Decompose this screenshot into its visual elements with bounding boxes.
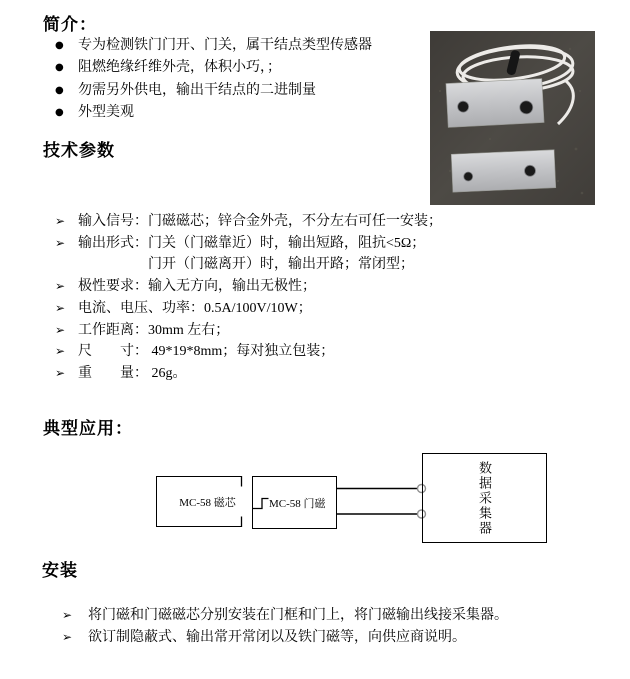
intro-bullet-text: 阻燃绝缘纤维外壳，体积小巧，； [78, 60, 281, 76]
data-collector-label: 数据采集器 [477, 460, 492, 536]
diagram-box-magnet-core [156, 476, 242, 527]
disc-bullet-icon: ● [55, 107, 64, 119]
application-section-title: 典型应用： [43, 419, 133, 438]
tech-item-text: 工作距离：30mm 左右； [78, 322, 230, 338]
install-item-text: 欲订制隐蔽式、输出常开常闭以及铁门磁等，向供应商说明。 [88, 629, 466, 645]
list-item [55, 341, 442, 363]
list-item [55, 276, 442, 298]
tech-item-text: 输入信号：门磁磁芯；锌合金外壳，不分左右可任一安装； [78, 214, 442, 229]
list-item [55, 298, 442, 320]
tech-item-text: 重 量： 26g。 [78, 365, 187, 381]
arrowhead-bullet-icon: ➢ [62, 629, 73, 644]
arrowhead-bullet-icon: ➢ [55, 344, 66, 359]
diagram-box-data-collector [422, 453, 547, 543]
application-diagram [0, 445, 630, 555]
intro-section-title: 简介： [43, 15, 97, 34]
door-magnet-label: MC-58 门磁 [269, 497, 326, 510]
list-item [55, 233, 442, 276]
tech-item-text: 极性要求：输入无方向，输出无极性； [78, 279, 316, 295]
arrowhead-bullet-icon: ➢ [55, 322, 66, 337]
list-item [55, 211, 442, 233]
tech-params-list [55, 211, 442, 385]
list-item [55, 80, 372, 102]
intro-bullet-text: 外型美观 [78, 105, 134, 121]
disc-bullet-icon: ● [55, 62, 64, 74]
tech-item-text: 输出形式：门关（门磁靠近）时，输出短路，阻抗<5Ω； [78, 235, 426, 251]
tech-item-text: 电流、电压、功率：0.5A/100V/10W； [78, 300, 312, 316]
diagram-box-door-magnet [252, 476, 337, 529]
list-item [55, 57, 372, 79]
install-section-title: 安装 [42, 561, 78, 580]
install-item-text: 将门磁和门磁磁芯分别安装在门框和门上，将门磁输出线接采集器。 [88, 608, 508, 623]
disc-bullet-icon: ● [55, 84, 64, 96]
arrowhead-bullet-icon: ➢ [55, 279, 66, 294]
disc-bullet-icon: ● [55, 40, 64, 51]
product-photo-graphic [430, 31, 595, 205]
arrowhead-bullet-icon: ➢ [55, 235, 66, 250]
arrowhead-bullet-icon: ➢ [62, 608, 73, 622]
intro-bullet-list [55, 35, 372, 125]
install-list [62, 605, 508, 648]
list-item [55, 320, 442, 342]
arrowhead-bullet-icon: ➢ [55, 300, 66, 315]
tech-item-continuation: 门开（门磁离开）时，输出开路；常闭型； [148, 257, 414, 273]
list-item [62, 627, 508, 649]
arrowhead-bullet-icon: ➢ [55, 214, 66, 228]
magnet-core-label: MC-58 磁芯 [179, 496, 236, 509]
list-item [55, 102, 372, 124]
list-item [55, 363, 442, 385]
product-photo [430, 31, 595, 205]
magnet-core-block [451, 150, 556, 192]
tech-item-text: 尺 寸： 49*19*8mm；每对独立包装； [78, 344, 335, 360]
list-item [62, 605, 508, 627]
door-magnet-block [446, 79, 544, 128]
tech-section-title: 技术参数 [43, 141, 115, 160]
intro-bullet-text: 勿需另外供电，输出干结点的二进制量 [78, 82, 316, 98]
list-item [55, 35, 372, 57]
intro-bullet-text: 专为检测铁门门开、门关，属干结点类型传感器 [78, 38, 372, 53]
arrowhead-bullet-icon: ➢ [55, 365, 66, 380]
